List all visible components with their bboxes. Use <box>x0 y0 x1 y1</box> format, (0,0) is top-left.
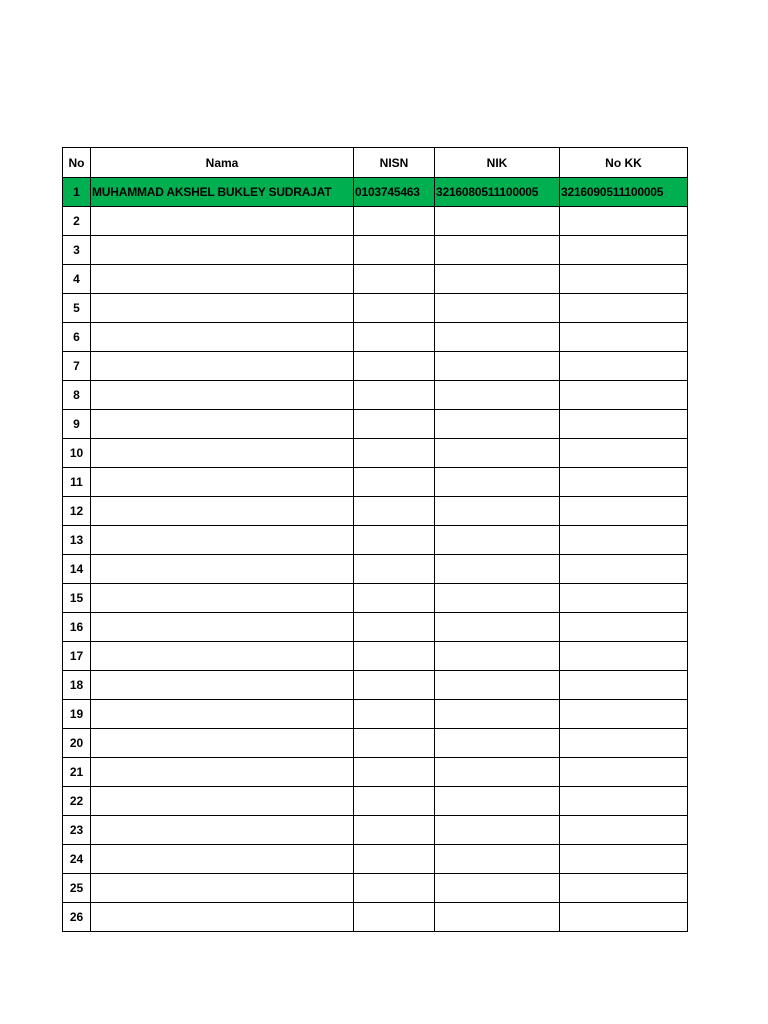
cell-no: 25 <box>63 874 91 903</box>
cell-nisn <box>354 526 435 555</box>
cell-nisn <box>354 468 435 497</box>
cell-nama <box>91 787 354 816</box>
cell-nik <box>435 845 560 874</box>
cell-nik <box>435 410 560 439</box>
table-row <box>63 903 688 932</box>
cell-no-kk <box>560 555 688 584</box>
cell-no: 6 <box>63 323 91 352</box>
cell-nisn <box>354 381 435 410</box>
cell-no-kk <box>560 613 688 642</box>
cell-nik <box>435 207 560 236</box>
cell-nisn <box>354 497 435 526</box>
cell-nik <box>435 642 560 671</box>
cell-no-kk <box>560 642 688 671</box>
cell-nisn <box>354 845 435 874</box>
cell-no-kk <box>560 236 688 265</box>
cell-no: 18 <box>63 671 91 700</box>
table-row <box>63 497 688 526</box>
cell-nisn <box>354 352 435 381</box>
cell-nik <box>435 265 560 294</box>
cell-no: 23 <box>63 816 91 845</box>
cell-no-kk <box>560 903 688 932</box>
cell-no: 2 <box>63 207 91 236</box>
cell-nik <box>435 787 560 816</box>
cell-no-kk <box>560 497 688 526</box>
table-row <box>63 439 688 468</box>
cell-nisn: 0103745463 <box>354 178 435 207</box>
cell-nama <box>91 758 354 787</box>
header-nama: Nama <box>91 148 354 178</box>
table-row <box>63 845 688 874</box>
table-row <box>63 323 688 352</box>
cell-no: 10 <box>63 439 91 468</box>
cell-nik <box>435 613 560 642</box>
cell-nama <box>91 903 354 932</box>
table-header-row <box>63 148 688 178</box>
cell-no-kk <box>560 410 688 439</box>
cell-nama: MUHAMMAD AKSHEL BUKLEY SUDRAJAT <box>91 178 354 207</box>
cell-nama <box>91 323 354 352</box>
cell-nik <box>435 729 560 758</box>
cell-nisn <box>354 671 435 700</box>
cell-nisn <box>354 439 435 468</box>
cell-nama <box>91 555 354 584</box>
cell-no-kk <box>560 323 688 352</box>
table-row <box>63 468 688 497</box>
cell-nik <box>435 381 560 410</box>
header-no-kk: No KK <box>560 148 688 178</box>
cell-nisn <box>354 410 435 439</box>
cell-no: 7 <box>63 352 91 381</box>
cell-no-kk <box>560 874 688 903</box>
cell-no: 19 <box>63 700 91 729</box>
student-data-table <box>62 147 688 932</box>
cell-no-kk <box>560 265 688 294</box>
table-row <box>63 787 688 816</box>
cell-no: 22 <box>63 787 91 816</box>
cell-nisn <box>354 787 435 816</box>
cell-nama <box>91 294 354 323</box>
cell-nisn <box>354 294 435 323</box>
cell-no-kk <box>560 352 688 381</box>
cell-nisn <box>354 555 435 584</box>
cell-no: 12 <box>63 497 91 526</box>
cell-nama <box>91 584 354 613</box>
cell-no: 8 <box>63 381 91 410</box>
table-row <box>63 729 688 758</box>
cell-no: 5 <box>63 294 91 323</box>
cell-no: 17 <box>63 642 91 671</box>
cell-nama <box>91 845 354 874</box>
table-row <box>63 700 688 729</box>
cell-nama <box>91 468 354 497</box>
cell-nama <box>91 410 354 439</box>
cell-no-kk: 3216090511100005 <box>560 178 688 207</box>
cell-nik <box>435 497 560 526</box>
cell-nama <box>91 381 354 410</box>
cell-no: 1 <box>63 178 91 207</box>
table-row <box>63 671 688 700</box>
cell-no-kk <box>560 468 688 497</box>
cell-nama <box>91 671 354 700</box>
cell-nik <box>435 700 560 729</box>
cell-nama <box>91 207 354 236</box>
cell-nisn <box>354 758 435 787</box>
cell-no-kk <box>560 787 688 816</box>
cell-no-kk <box>560 729 688 758</box>
cell-nama <box>91 439 354 468</box>
cell-nisn <box>354 265 435 294</box>
table-row <box>63 178 688 207</box>
cell-nik <box>435 816 560 845</box>
cell-no-kk <box>560 584 688 613</box>
table-row <box>63 381 688 410</box>
cell-no-kk <box>560 439 688 468</box>
cell-no-kk <box>560 700 688 729</box>
table-row <box>63 642 688 671</box>
cell-nik <box>435 584 560 613</box>
cell-nisn <box>354 874 435 903</box>
cell-nama <box>91 816 354 845</box>
cell-no: 11 <box>63 468 91 497</box>
cell-no: 16 <box>63 613 91 642</box>
table-row <box>63 555 688 584</box>
table-row <box>63 265 688 294</box>
table-row <box>63 207 688 236</box>
cell-nama <box>91 700 354 729</box>
cell-no: 9 <box>63 410 91 439</box>
cell-no-kk <box>560 381 688 410</box>
cell-nisn <box>354 642 435 671</box>
cell-nik <box>435 671 560 700</box>
table-row <box>63 352 688 381</box>
cell-nik <box>435 555 560 584</box>
table-row <box>63 613 688 642</box>
cell-no: 26 <box>63 903 91 932</box>
cell-nik <box>435 468 560 497</box>
cell-no: 13 <box>63 526 91 555</box>
header-no: No <box>63 148 91 178</box>
cell-nisn <box>354 207 435 236</box>
cell-no: 20 <box>63 729 91 758</box>
cell-no-kk <box>560 758 688 787</box>
cell-nama <box>91 497 354 526</box>
cell-nisn <box>354 729 435 758</box>
table-row <box>63 584 688 613</box>
cell-no-kk <box>560 294 688 323</box>
table-row <box>63 236 688 265</box>
cell-nama <box>91 642 354 671</box>
table-row <box>63 758 688 787</box>
cell-nik <box>435 903 560 932</box>
cell-nik <box>435 758 560 787</box>
cell-nik <box>435 236 560 265</box>
cell-no: 4 <box>63 265 91 294</box>
table-row <box>63 410 688 439</box>
cell-nisn <box>354 323 435 352</box>
cell-nama <box>91 729 354 758</box>
header-nisn: NISN <box>354 148 435 178</box>
cell-nisn <box>354 613 435 642</box>
cell-no-kk <box>560 526 688 555</box>
cell-no-kk <box>560 207 688 236</box>
table-body <box>63 178 688 932</box>
cell-no-kk <box>560 845 688 874</box>
cell-nisn <box>354 903 435 932</box>
cell-no: 15 <box>63 584 91 613</box>
cell-nama <box>91 236 354 265</box>
cell-nama <box>91 352 354 381</box>
cell-nik <box>435 323 560 352</box>
cell-nama <box>91 526 354 555</box>
cell-nisn <box>354 584 435 613</box>
cell-no: 21 <box>63 758 91 787</box>
cell-nisn <box>354 816 435 845</box>
cell-nik <box>435 294 560 323</box>
cell-nisn <box>354 236 435 265</box>
cell-nik <box>435 874 560 903</box>
cell-nik <box>435 352 560 381</box>
cell-no: 3 <box>63 236 91 265</box>
cell-no-kk <box>560 816 688 845</box>
table-row <box>63 294 688 323</box>
cell-nama <box>91 874 354 903</box>
header-nik: NIK <box>435 148 560 178</box>
cell-nama <box>91 613 354 642</box>
table-row <box>63 816 688 845</box>
cell-no-kk <box>560 671 688 700</box>
cell-nama <box>91 265 354 294</box>
cell-nik: 3216080511100005 <box>435 178 560 207</box>
table-row <box>63 526 688 555</box>
cell-nisn <box>354 700 435 729</box>
cell-no: 24 <box>63 845 91 874</box>
cell-no: 14 <box>63 555 91 584</box>
cell-nik <box>435 439 560 468</box>
cell-nik <box>435 526 560 555</box>
table-row <box>63 874 688 903</box>
